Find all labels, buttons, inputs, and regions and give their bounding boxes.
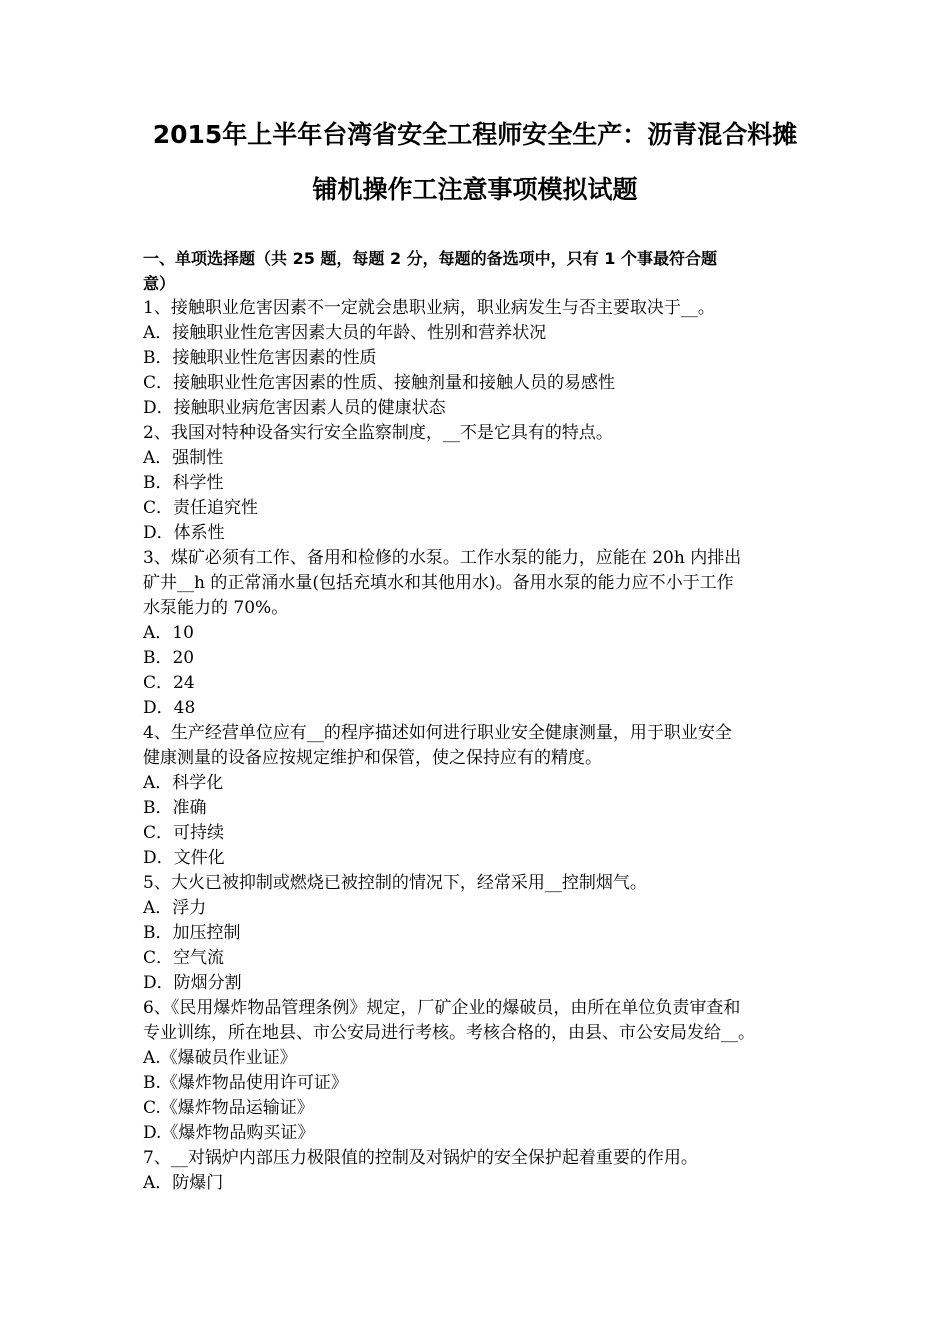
question-text-line: 4、生产经营单位应有__的程序描述如何进行职业安全健康测量，用于职业安全 [143, 723, 732, 743]
question-text-line: 5、大火已被抑制或燃烧已被控制的情况下，经常采用__控制烟气。 [143, 873, 647, 893]
answer-option: D．48 [143, 698, 196, 718]
question-text-line: 3、煤矿必须有工作、备用和检修的水泵。工作水泵的能力，应能在 20h 内排出 [143, 548, 742, 568]
question-2 [143, 421, 815, 546]
answer-option: A．科学化 [143, 773, 224, 793]
answer-option: C．24 [143, 673, 195, 693]
document-title-line-1: 2015年上半年台湾省安全工程师安全生产：沥青混合料摊 [152, 120, 798, 149]
answer-option: A．10 [143, 623, 194, 643]
answer-option: B．20 [143, 648, 195, 668]
question-text-line: 专业训练，所在地县、市公安局进行考核。考核合格的，由县、市公安局发给__。 [143, 1023, 755, 1043]
answer-option: A.《爆破员作业证》 [143, 1048, 297, 1068]
question-5 [143, 871, 815, 996]
question-text-line: 1、接触职业危害因素不一定就会患职业病，职业病发生与否主要取决于__。 [143, 298, 715, 318]
section-heading-line: 一、单项选择题（共 25 题，每题 2 分，每题的备选项中，只有 1 个事最符合题 [143, 249, 717, 268]
answer-option: C.《爆炸物品运输证》 [143, 1098, 314, 1118]
answer-option: B．加压控制 [143, 923, 241, 943]
document-title-line-2: 铺机操作工注意事项模拟试题 [312, 175, 638, 204]
question-4 [143, 721, 815, 871]
answer-option: A．防爆门 [143, 1173, 224, 1193]
section-heading-line: 意） [143, 274, 176, 293]
question-text-line: 2、我国对特种设备实行安全监察制度，__不是它具有的特点。 [143, 423, 613, 443]
question-text-line: 6、《民用爆炸物品管理条例》规定，厂矿企业的爆破员，由所在单位负责审查和 [143, 998, 741, 1018]
document-body [143, 246, 815, 1196]
question-7 [143, 1146, 815, 1196]
answer-option: D.《爆炸物品购买证》 [143, 1123, 315, 1143]
answer-option: B．科学性 [143, 473, 224, 493]
answer-option: D．接触职业病危害因素人员的健康状态 [143, 398, 446, 418]
answer-option: C．接触职业性危害因素的性质、接触剂量和接触人员的易感性 [143, 373, 616, 393]
answer-option: A．接触职业性危害因素大员的年龄、性别和营养状况 [143, 323, 547, 343]
answer-option: C．空气流 [143, 948, 225, 968]
question-6 [143, 996, 815, 1146]
answer-option: B．接触职业性危害因素的性质 [143, 348, 377, 368]
answer-option: B．准确 [143, 798, 207, 818]
answer-option: D．文件化 [143, 848, 225, 868]
question-3 [143, 546, 815, 721]
section-heading [143, 246, 815, 296]
question-text-line: 健康测量的设备应按规定维护和保管，使之保持应有的精度。 [143, 748, 602, 768]
answer-option: D．体系性 [143, 523, 225, 543]
question-text-line: 水泵能力的 70%。 [143, 598, 289, 618]
answer-option: B.《爆炸物品使用许可证》 [143, 1073, 348, 1093]
answer-option: D．防烟分割 [143, 973, 242, 993]
answer-option: C．责任追究性 [143, 498, 259, 518]
question-list [143, 296, 815, 1196]
question-text-line: 7、__对锅炉内部压力极限值的控制及对锅炉的安全保护起着重要的作用。 [143, 1148, 698, 1168]
answer-option: C．可持续 [143, 823, 225, 843]
answer-option: A．强制性 [143, 448, 224, 468]
question-text-line: 矿井__h 的正常涌水量(包括充填水和其他用水)。备用水泵的能力应不小于工作 [143, 573, 734, 593]
answer-option: A．浮力 [143, 898, 207, 918]
question-1 [143, 296, 815, 421]
